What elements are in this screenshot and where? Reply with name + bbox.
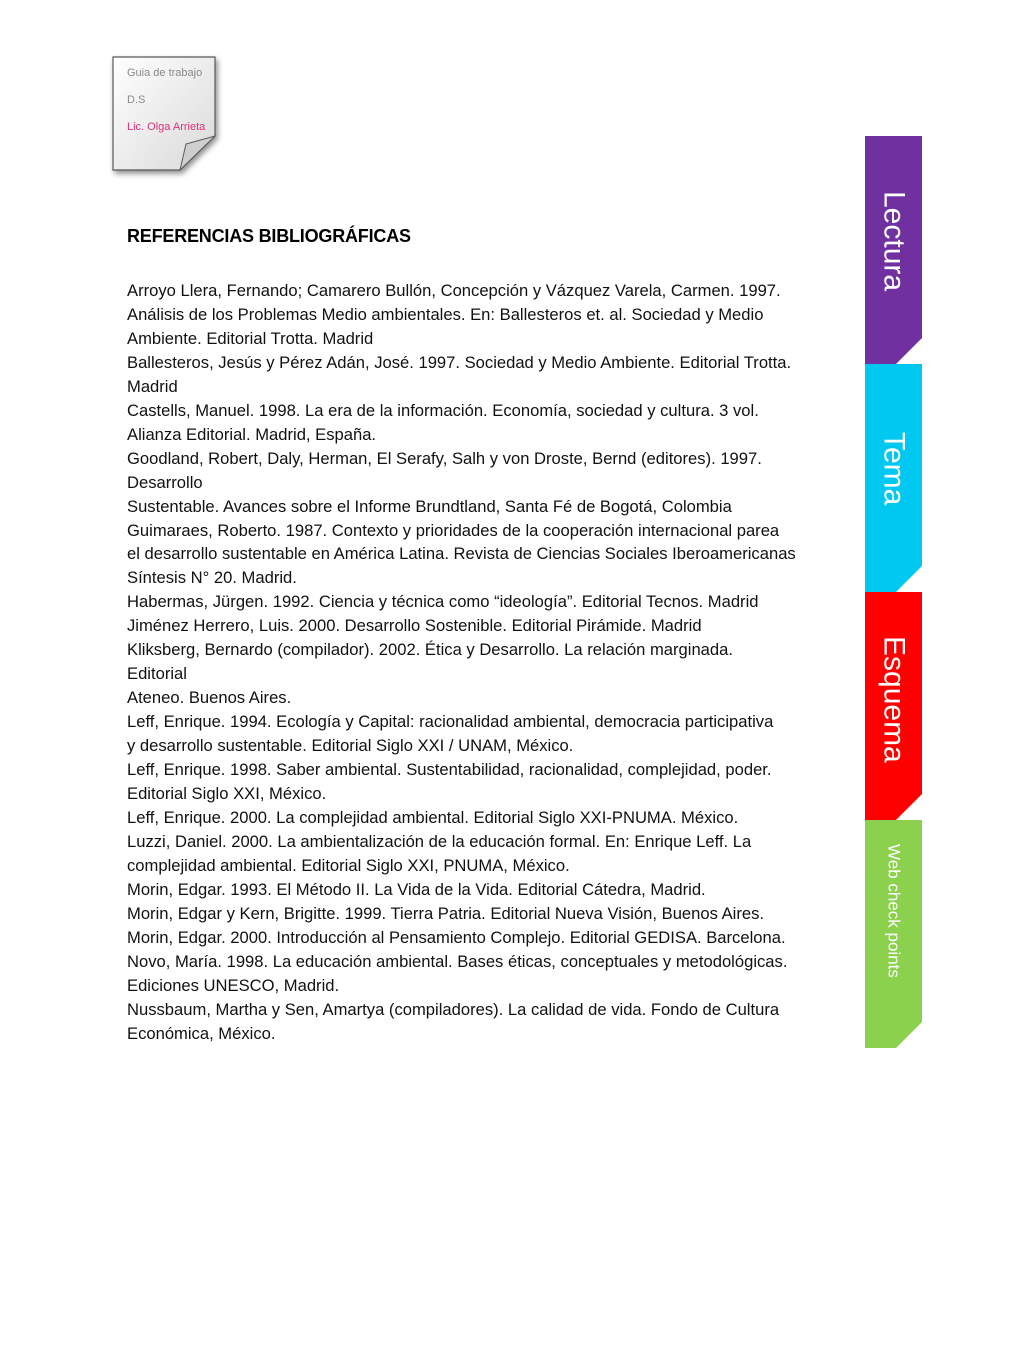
reference-line: Castells, Manuel. 1998. La era de la información. Economía, sociedad y cultura. 3 vol. [127,400,759,420]
page-heading: REFERENCIAS BIBLIOGRÁFICAS [127,226,411,246]
reference-line: Desarrollo [127,472,203,492]
reference-line: Madrid [127,376,178,396]
guide-note [112,56,216,171]
tab-lectura[interactable] [865,136,922,364]
reference-line: Sustentable. Avances sobre el Informe Brundtland, Santa Fé de Bogotá, Colombia [127,496,732,516]
tab-web-check-points[interactable] [865,820,922,1048]
tab-esquema[interactable] [865,592,922,820]
reference-line: Leff, Enrique. 1994. Ecología y Capital: racionalidad ambiental, democracia participativa [127,712,774,732]
reference-line: Económica, México. [127,1023,276,1043]
reference-line: Ambiente. Editorial Trotta. Madrid [127,328,374,348]
tab-tema[interactable] [865,364,922,592]
reference-line: Ateneo. Buenos Aires. [127,688,292,708]
reference-line: Leff, Enrique. 2000. La complejidad ambiental. Editorial Siglo XXI-PNUMA. México. [127,807,739,827]
reference-line: Morin, Edgar. 2000. Introducción al Pensamiento Complejo. Editorial GEDISA. Barcelona. [127,927,786,947]
reference-line: Arroyo Llera, Fernando; Camarero Bullón, Concepción y Vázquez Varela, Carmen. 1997. [127,281,781,300]
reference-line: Ballesteros, Jesús y Pérez Adán, José. 1997. Sociedad y Medio Ambiente. Editorial Trotta. [127,352,792,372]
reference-line: Goodland, Robert, Daly, Herman, El Serafy, Salh y von Droste, Bernd (editores). 1997. [127,448,762,468]
reference-line: Kliksberg, Bernardo (compilador). 2002. Ética y Desarrollo. La relación marginada. [127,640,733,660]
reference-line: Luzzi, Daniel. 2000. La ambientalización de la educación formal. En: Enrique Leff. La [127,831,752,851]
tab-label: Web check points [884,844,904,978]
note-subject: D.S [127,94,146,106]
reference-line: Morin, Edgar. 1993. El Método II. La Vida de la Vida. Editorial Cátedra, Madrid. [127,879,706,899]
reference-line: y desarrollo sustentable. Editorial Siglo XXI / UNAM, México. [127,736,574,756]
reference-line: el desarrollo sustentable en América Latina. Revista de Ciencias Sociales Iberoamericanas [127,544,796,564]
references-list [127,279,857,1046]
reference-line: Morin, Edgar y Kern, Brigitte. 1999. Tierra Patria. Editorial Nueva Visión, Buenos Aires. [127,903,765,923]
note-title: Guia de trabajo [127,67,203,79]
reference-line: Análisis de los Problemas Medio ambientales. En: Ballesteros et. al. Sociedad y Medio [127,304,764,324]
note-author: Lic. Olga Arrieta [127,121,206,133]
reference-line: Editorial [127,664,187,684]
reference-line: Editorial Siglo XXI, México. [127,784,327,804]
reference-line: Jiménez Herrero, Luis. 2000. Desarrollo Sostenible. Editorial Pirámide. Madrid [127,616,702,636]
reference-line: Leff, Enrique. 1998. Saber ambiental. Sustentabilidad, racionalidad, complejidad, poder. [127,760,772,780]
tab-label: Tema [877,432,911,506]
reference-line: Nussbaum, Martha y Sen, Amartya (compiladores). La calidad de vida. Fondo de Cultura [127,999,780,1019]
reference-line: Guimaraes, Roberto. 1987. Contexto y prioridades de la cooperación internacional parea [127,520,780,540]
reference-line: Síntesis N° 20. Madrid. [127,568,297,588]
reference-line: complejidad ambiental. Editorial Siglo XXI, PNUMA, México. [127,855,570,875]
reference-line: Novo, María. 1998. La educación ambiental. Bases éticas, conceptuales y metodológicas. [127,951,788,971]
reference-line: Ediciones UNESCO, Madrid. [127,975,340,995]
tab-label: Lectura [877,191,911,292]
reference-line: Habermas, Jürgen. 1992. Ciencia y técnica como “ideología”. Editorial Tecnos. Madrid [127,592,759,612]
reference-line: Alianza Editorial. Madrid, España. [127,424,377,444]
tab-label: Esquema [877,636,911,763]
